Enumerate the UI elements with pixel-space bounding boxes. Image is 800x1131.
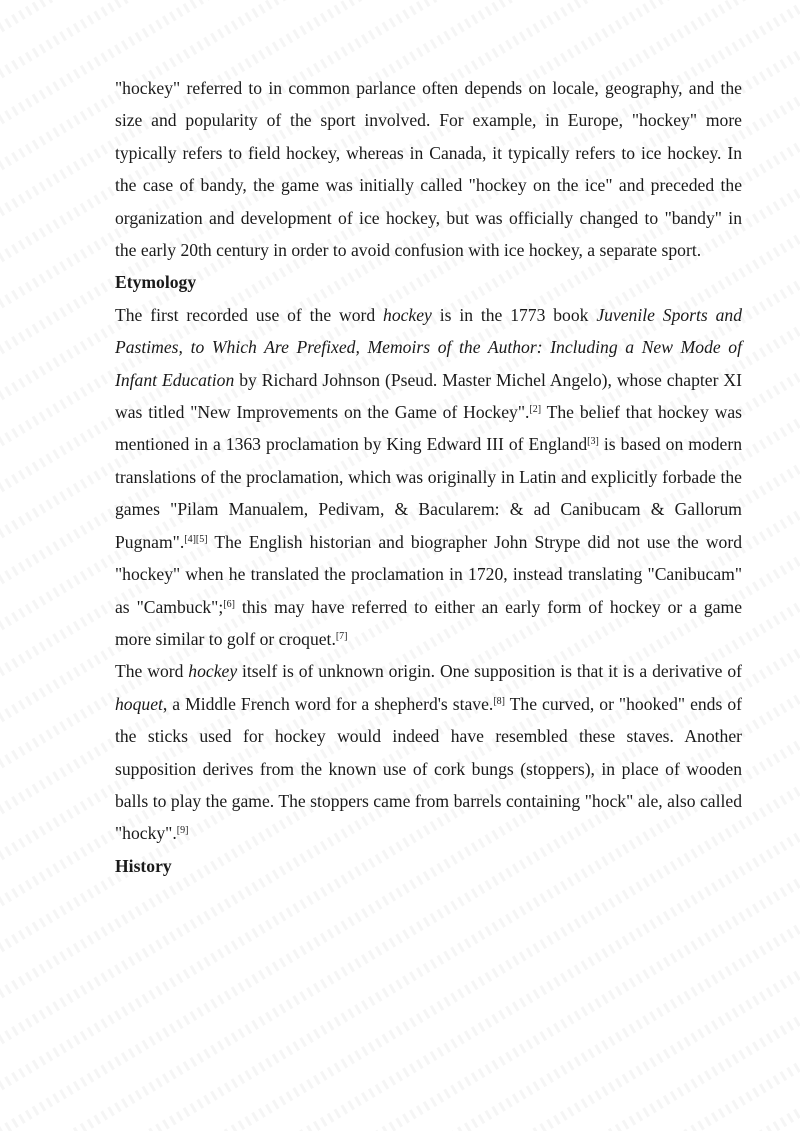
paragraph-etymology-2 [115, 655, 742, 849]
heading-etymology: Etymology [115, 272, 197, 293]
text-run: , a Middle French word for a shepherd's stave. [162, 693, 494, 714]
citation-ref: [6] [223, 598, 235, 610]
document-page [115, 72, 742, 882]
watermark-stripe [0, 0, 800, 74]
watermark-stripe [0, 974, 800, 1131]
text-run: this may have referred to either an early form of hockey or a game more similar to golf or croquet. [115, 596, 742, 649]
text-run: The belief that hockey was mentioned in a 1363 proclamation by King Edward III of England [115, 402, 742, 455]
text-run: The first recorded use of the word [115, 304, 384, 325]
italic-text: hockey [188, 661, 238, 682]
watermark-stripe [0, 1066, 800, 1131]
text-run: The word [115, 661, 189, 682]
text-run: is based on modern translations of the proclamation, which was originally in Latin and explicitly forbade the games "Pilam Manualem, Pedivam, & Bacularem: & ad Canibucam & Gallorum Pugnam". [115, 434, 742, 552]
italic-text: Juvenile Sports and Pastimes, to Which Are Prefixed, Memoirs of the Author: Including a New Mode of Infant Education [115, 304, 743, 390]
watermark-stripe [0, 882, 800, 1131]
watermark-stripe [0, 0, 800, 28]
citation-ref: [8] [493, 695, 505, 707]
paragraph-etymology-1 [115, 299, 742, 655]
text-run: "hockey" referred to in common parlance often depends on locale, geography, and the size and popularity of the sport involved. For example, in Europe, "hockey" more typically refers to field hockey, whereas in Canada, it typically refers to ice hockey. In the case of bandy, the game was initially called "hockey on the ice" and preceded the organization and development of ice hockey, but was officially changed to "bandy" in the early 20th century in order to avoid confusion with ice hockey, a separate sport. [115, 78, 742, 261]
citation-ref: [2] [529, 404, 542, 416]
citation-ref: [4][5] [184, 533, 208, 545]
watermark-stripe [0, 928, 800, 1131]
text-run: The curved, or "hooked" ends of the sticks used for hockey would indeed have resembled these staves. Another supposition derives from the known use of cork bungs (stoppers), in place of wooden balls to play the game. The stoppers came from barrels containing "hock" ale, also called "hocky". [115, 693, 742, 844]
paragraph-intro [115, 72, 742, 266]
watermark-stripe [0, 1112, 800, 1131]
text-run: is in the 1773 book [431, 304, 597, 325]
citation-ref: [9] [176, 825, 189, 837]
italic-text: hockey [383, 304, 432, 325]
citation-ref: [7] [335, 630, 348, 642]
watermark-stripe [0, 1020, 800, 1131]
heading-history: History [115, 855, 172, 876]
text-run: by Richard Johnson (Pseud. Master Michel Angelo), whose chapter XI was titled "New Improvements on the Game of Hockey". [115, 369, 742, 423]
citation-ref: [3] [587, 436, 599, 448]
text-run: The English historian and biographer John Strype did not use the word "hockey" when he translated the proclamation in 1720, instead translating "Canibucam" as "Cambuck"; [115, 531, 742, 617]
italic-text: hoquet [115, 693, 163, 714]
text-run: itself is of unknown origin. One supposition is that it is a derivative of [237, 661, 742, 682]
